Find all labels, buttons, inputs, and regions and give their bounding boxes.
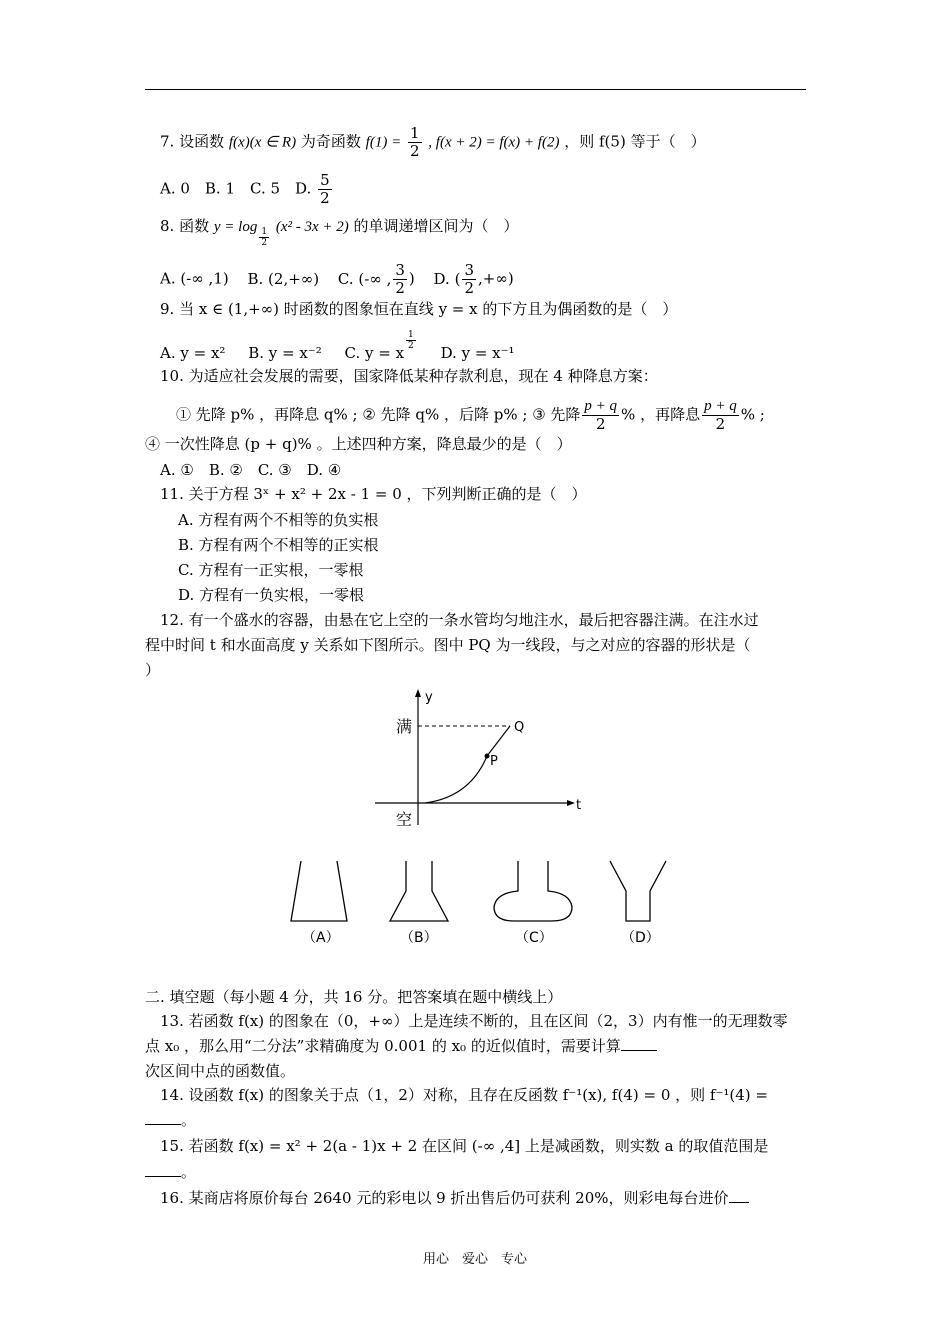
q14-period: 。 [181, 1111, 197, 1129]
q11-option-b: B. 方程有两个不相等的正实根 [178, 536, 379, 554]
q8-suffix: 的单调递增区间为（ ） [353, 217, 519, 235]
t-axis-arrow [567, 800, 575, 806]
q8-argument: (x² - 3x + 2) [275, 219, 349, 235]
empty-label: 空 [396, 810, 413, 829]
q7-option-d-frac: $\frac{5}{2}$ [320, 171, 330, 207]
full-label: 满 [396, 717, 413, 736]
q-label: Q [514, 720, 525, 735]
q13-line1: 13. 若函数 f(x) 的图象在（0，+∞）上是连续不断的，且在区间（2，3）内有惟一的无理数零 [160, 1012, 788, 1030]
q7-half: $\frac{1}{2}$ [409, 124, 420, 160]
q9-option-c: C. y = x [344, 344, 405, 362]
q7-ask: ，则 f(5) 等于（ ） [564, 132, 706, 151]
q10-line2 [176, 398, 765, 433]
q9-option-b: B. y = x⁻² [248, 344, 322, 362]
q9-option-a: A. y = x² [160, 344, 226, 362]
q10-plans: ① 先降 p% ，再降息 q% ; ② 先降 q% ，后降 p% ; ③ 先降 [176, 405, 581, 424]
point-p [485, 754, 490, 759]
curve-op [425, 756, 487, 803]
q16-line1 [160, 1188, 749, 1208]
q11-option-a: A. 方程有两个不相等的负实根 [178, 511, 379, 529]
q11-option-c: C. 方程有一正实根，一零根 [178, 561, 364, 579]
q10-frac-a: $\frac{p + q}{2}$ [584, 398, 618, 433]
q7-mid: 为奇函数 [300, 132, 361, 151]
q8-option-c-frac: $\frac{3}{2}$ [395, 261, 405, 297]
q8-stem [160, 216, 519, 248]
container-d [610, 861, 666, 921]
q9-stem: 9. 当 x ∈ (1,+∞) 时函数的图象恒在直线 y = x 的下方且为偶函数的是（ ） [160, 300, 678, 318]
q8-options: A. (-∞ ,1) B. (2,+∞) C. (-∞ , $\frac{3}{2}$ ) D. ( $\frac{3}{2}$ ,+∞) [160, 261, 514, 297]
q8-option-d: D. ( [433, 269, 461, 288]
q10-frac-b: $\frac{p + q}{2}$ [704, 398, 737, 433]
q8-option-d-frac: $\frac{3}{2}$ [464, 261, 474, 297]
container-a [291, 861, 347, 921]
container-b [390, 861, 448, 921]
q7-function: f(x)(x ∈ R) [228, 134, 297, 151]
label-b: （B） [400, 930, 438, 946]
q12-line3: ） [145, 661, 161, 679]
p-label: P [490, 754, 498, 769]
q8-option-a: A. (-∞ ,1) [160, 269, 229, 288]
container-shapes [270, 855, 670, 950]
q16-blank[interactable] [729, 1202, 749, 1203]
q9-options [160, 330, 515, 363]
q7-options [160, 172, 334, 207]
q15-line1: 15. 若函数 f(x) = x² + 2(a - 1)x + 2 在区间 (-∞ ,4] 上是减函数，则实数 a 的取值范围是 [160, 1137, 769, 1155]
q7-prefix: 7. 设函数 [160, 132, 225, 151]
q14-line1: 14. 设函数 f(x) 的图象关于点（1，2）对称，且存在反函数 f⁻¹(x), f(4) = 0 ，则 f⁻¹(4) = [160, 1086, 768, 1104]
container-c [494, 861, 572, 921]
q9-option-c-exponent: $\frac{1}{2}$ [408, 330, 414, 351]
y-label: y [425, 690, 433, 705]
q8-log: y = log [213, 219, 258, 235]
q7-options-text: A. 0 B. 1 C. 5 D. [160, 179, 312, 198]
q16-text: 16. 某商店将原价每台 2640 元的彩电以 9 折出售后仍可获利 20%，则彩电每台进价 [160, 1189, 729, 1207]
q8-log-base: $\frac{1}{2}$ [261, 227, 268, 248]
q12-line1: 12. 有一个盛水的容器，由悬在它上空的一条水管均匀地注水，最后把容器注满。在注水过 [160, 611, 759, 629]
segment-pq [487, 726, 510, 756]
q13-blank[interactable] [621, 1050, 657, 1051]
water-level-graph [370, 685, 590, 835]
q10-line1: 10. 为适应社会发展的需要，国家降低某种存款利息，现在 4 种降息方案： [160, 367, 658, 385]
q15-line2 [145, 1162, 196, 1182]
q10-end: % ; [740, 405, 765, 424]
q7-stem [160, 125, 706, 160]
q11-option-d: D. 方程有一负实根，一零根 [178, 586, 365, 604]
section2-title: 二. 填空题（每小题 4 分，共 16 分。把答案填在题中横线上） [145, 988, 563, 1006]
q15-period: 。 [181, 1163, 197, 1181]
q10-options: A. ① B. ② C. ③ D. ④ [160, 461, 342, 479]
q13-line2-text: 点 x₀ ，那么用“二分法”求精确度为 0.001 的 x₀ 的近似值时，需要计算 [145, 1037, 621, 1055]
header-rule [145, 89, 806, 90]
q8-option-c: C. (-∞ , [337, 269, 392, 288]
q10-then: % ，再降息 [621, 405, 701, 424]
q13-line2 [145, 1036, 657, 1056]
y-axis-arrow [415, 689, 421, 697]
label-c: （C） [515, 930, 553, 946]
q13-line3: 次区间中点的函数值。 [145, 1062, 296, 1080]
q11-stem: 11. 关于方程 3ˣ + x² + 2x - 1 = 0 ，下列判断正确的是（ ） [160, 485, 587, 503]
label-a: （A） [302, 930, 340, 946]
q9-option-d: D. y = x⁻¹ [440, 344, 515, 362]
q8-option-b: B. (2,+∞) [247, 269, 320, 288]
q14-blank[interactable] [145, 1124, 181, 1125]
q7-f1: f(1) = [365, 134, 402, 151]
t-label: t [576, 798, 582, 813]
q8-prefix: 8. 函数 [160, 217, 210, 235]
q7-condition: , f(x + 2) = f(x) + f(2) [428, 134, 560, 151]
page-footer: 用心 爱心 专心 [422, 1252, 527, 1267]
q10-line3: ④ 一次性降息 (p + q)% 。上述四种方案，降息最少的是（ ） [145, 435, 572, 453]
q15-blank[interactable] [145, 1176, 181, 1177]
label-d: （D） [621, 930, 660, 946]
q14-line2 [145, 1110, 196, 1130]
q12-line2: 程中时间 t 和水面高度 y 关系如下图所示。图中 PQ 为一线段，与之对应的容器的形状是（ [145, 636, 751, 654]
